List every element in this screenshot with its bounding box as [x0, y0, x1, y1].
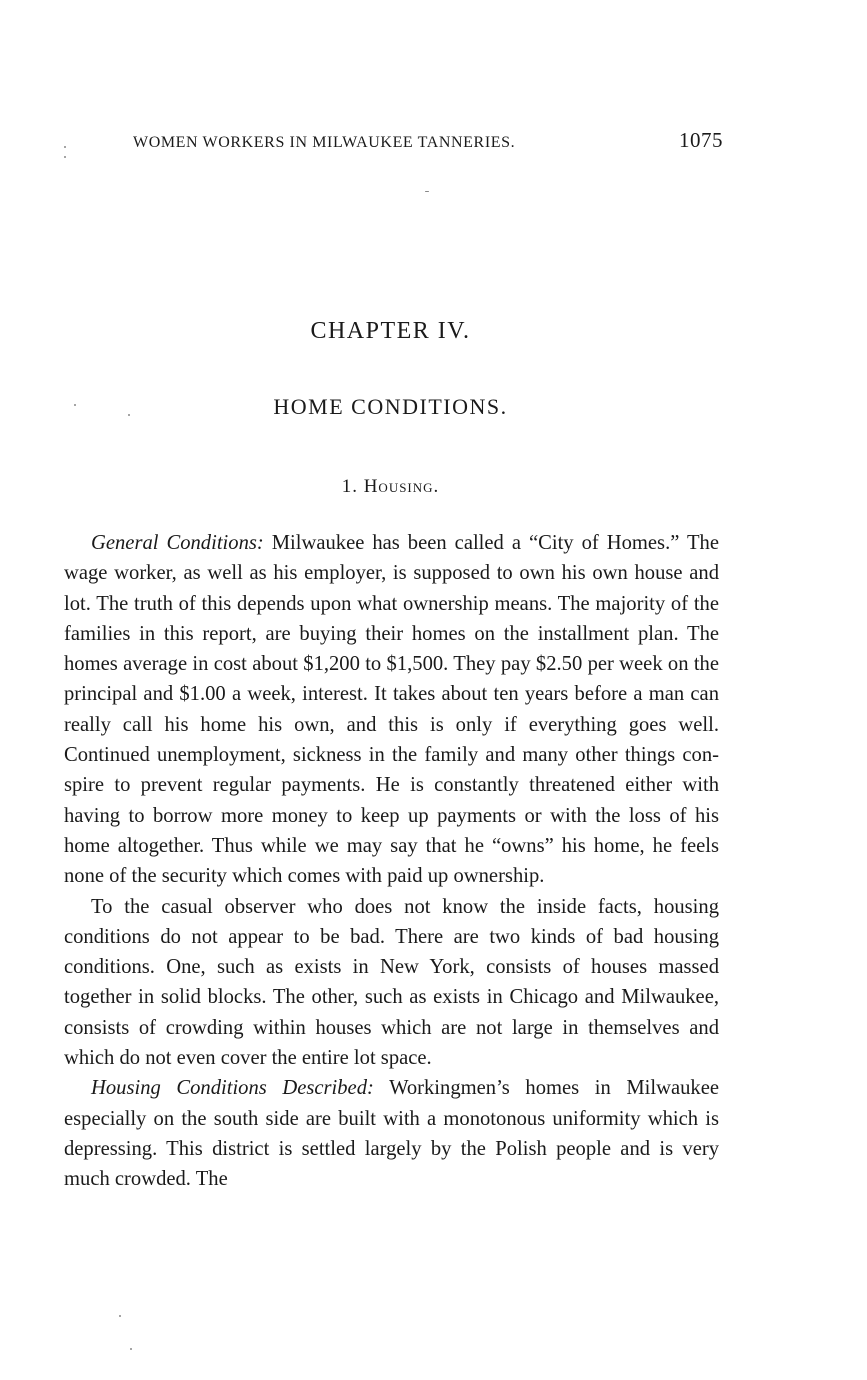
- page-number: 1075: [679, 128, 723, 152]
- chapter-title: CHAPTER IV.: [310, 318, 471, 344]
- paragraph-casual-observer: [64, 892, 719, 1074]
- paragraph-text: Milwaukee has been called a “City of Homes.” The wage worker, as well as his employer, is supposed to own his own house and lot. The truth of this depends upon what ownership means. The majority of the families in this report, are buying their homes on the installment plan. The homes average in cost about $1,200 to $1,500. They pay $2.50 per week on the principal and $1.00 a week, interest. It takes about ten years before a man can really call his home his own, and this is only if everything goes well. Continued unemployment, sickness in the family and many other things conspire to prevent regular payments. He is constantly threatened either with having to borrow more money to keep up payments or with the loss of his home altogether. Thus while we may say that he “owns” his home, he feels none of the security which comes with paid up ownership.: [64, 532, 719, 888]
- scan-speck: [425, 191, 429, 192]
- running-title: WOMEN WORKERS IN MILWAUKEE TANNERIES.: [133, 134, 516, 151]
- paragraph-housing-described: [64, 1073, 719, 1194]
- paragraph-general-conditions: [64, 528, 719, 892]
- section-title: HOME CONDITIONS.: [273, 394, 508, 419]
- scan-speck: [64, 146, 66, 148]
- running-head: [133, 128, 723, 156]
- scan-speck: [119, 1315, 121, 1317]
- body-text: [64, 528, 719, 1195]
- paragraph-lead-in: General Conditions:: [91, 532, 264, 554]
- paragraph-lead-in: Housing Conditions Described:: [91, 1077, 374, 1100]
- scan-speck: [64, 156, 66, 158]
- paragraph-text: Workingmen’s homes in Milwaukee especially on the south side are built with a monotonous uniformity which is depressing. This district is settled largely by the Polish people and is very much crowded. The: [64, 1077, 719, 1191]
- scan-speck: [130, 1348, 132, 1350]
- paragraph-text: To the casual observer who does not know the inside facts, housing conditions do not appear to be bad. There are two kinds of bad housing conditions. One, such as exists in New York, consists of houses massed together in solid blocks. The other, such as exists in Chicago and Milwaukee, consists of crowding within houses which are not large in themselves and which do not even cover the entire lot space.: [64, 895, 719, 1070]
- subsection-title: 1. Housing.: [341, 476, 440, 497]
